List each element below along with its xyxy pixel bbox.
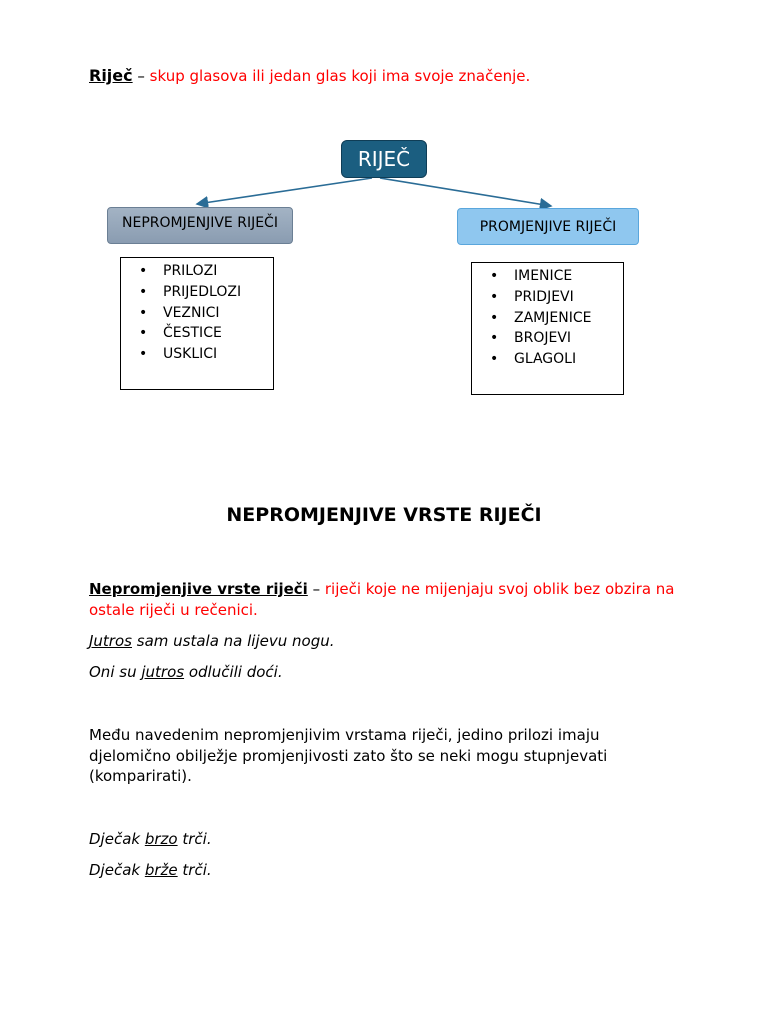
example-text: Dječak: [89, 830, 145, 848]
example-text: sam ustala na lijevu nogu.: [131, 632, 335, 650]
nepromjenjive-list: [121, 261, 273, 365]
definition2-term: Nepromjenjive vrste riječi: [89, 580, 308, 598]
list-item: • IMENICE: [514, 266, 623, 287]
example-highlight: brzo: [144, 830, 178, 848]
diagram-root-box: RIJEČ: [341, 140, 427, 178]
arrow-to-nepromjenjive: [197, 178, 372, 204]
example-highlight: jutros: [141, 663, 185, 681]
list-item: • ČESTICE: [163, 323, 273, 344]
example-sentence-2: [89, 662, 689, 683]
example-text: odlučili doći.: [184, 663, 283, 681]
diagram-promjenjive-box: [457, 208, 639, 245]
list-item: • VEZNICI: [163, 303, 273, 324]
diagram-nepromjenjive-label: NEPROMJENJIVE RIJEČI: [122, 215, 278, 231]
example-highlight: brže: [144, 861, 178, 879]
example-text: trči.: [177, 861, 212, 879]
definition2-dash: –: [307, 580, 325, 598]
list-item: • USKLICI: [163, 344, 273, 365]
definition2-text: riječi koje ne mijenjaju svoj oblik bez obzira na ostale riječi u rečenici.: [89, 580, 675, 619]
nepromjenjive-list-box: [120, 257, 274, 390]
example-highlight: Jutros: [89, 632, 132, 650]
example-text: Dječak: [89, 861, 145, 879]
example-sentence-4: [89, 860, 689, 881]
example-sentence-3: [89, 829, 689, 850]
promjenjive-list-box: [471, 262, 624, 395]
definition-term: Riječ: [89, 66, 133, 85]
example-text: trči.: [177, 830, 212, 848]
definition-dash: –: [132, 67, 150, 85]
list-item: • PRIJEDLOZI: [163, 282, 273, 303]
section-heading: NEPROMJENJIVE VRSTE RIJEČI: [226, 504, 542, 526]
diagram-nepromjenjive-box: [107, 207, 293, 244]
list-item: • GLAGOLI: [514, 349, 623, 370]
example-text: Oni su: [89, 663, 142, 681]
diagram-promjenjive-label: PROMJENJIVE RIJEČI: [479, 218, 617, 235]
list-item: • ZAMJENICE: [514, 308, 623, 329]
list-item: • BROJEVI: [514, 328, 623, 349]
definition2-paragraph: [89, 579, 689, 620]
definition-text: skup glasova ili jedan glas koji ima svoje značenje.: [149, 67, 531, 85]
list-item: • PRILOZI: [163, 261, 273, 282]
promjenjive-list: [472, 266, 623, 370]
arrow-to-promjenjive: [380, 178, 551, 206]
example-sentence-1: [89, 631, 689, 652]
explanation-paragraph: Među navedenim nepromjenjivim vrstama riječi, jedino prilozi imaju djelomično obilježje promjenjivosti zato što se neki mogu stupnjevati (komparirati).: [89, 726, 608, 785]
list-item: • PRIDJEVI: [514, 287, 623, 308]
